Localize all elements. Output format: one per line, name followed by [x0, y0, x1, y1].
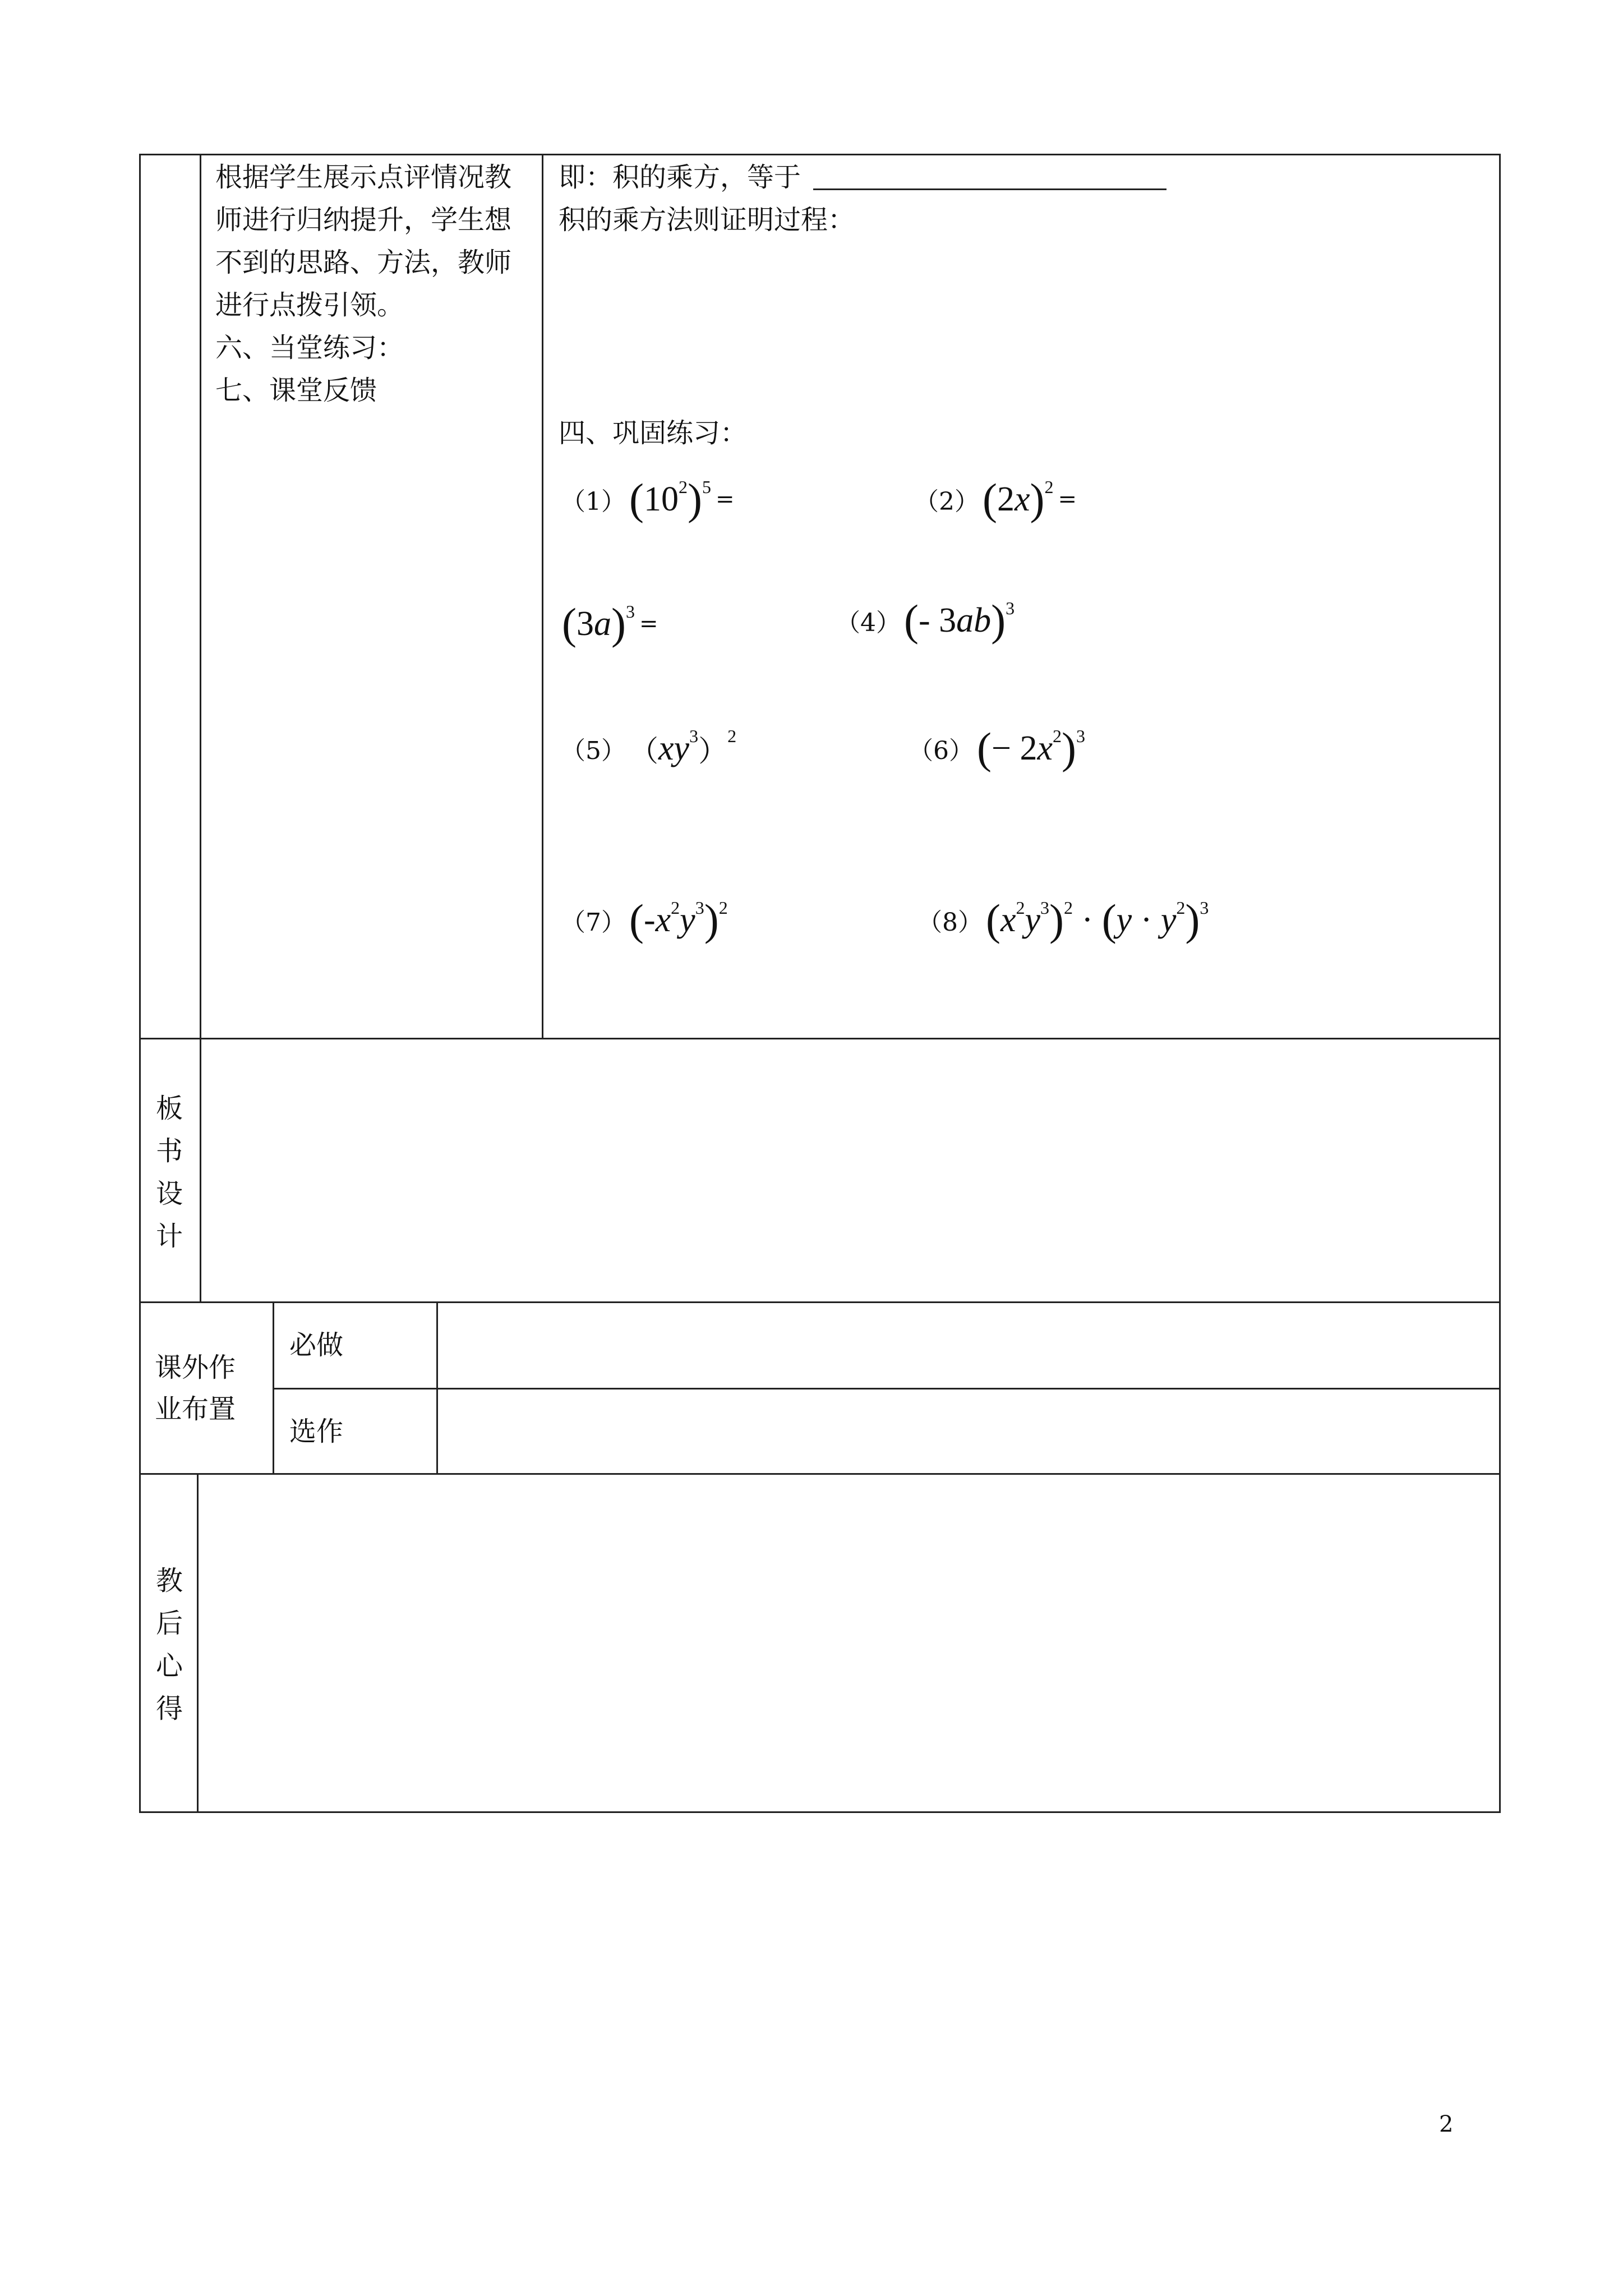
table-border-right [1499, 154, 1501, 1813]
board-design-label: 板 书 设 计 [155, 1093, 183, 1252]
exercise-2-expression: ( 2 x ) $^2$ [983, 475, 1054, 523]
exercise-3-expression: ( 3 a ) $^3$ [562, 599, 635, 648]
teacher-guide-line-2: 师进行归纳提升，学生想 [215, 204, 512, 236]
exercise-3-equals: = [639, 611, 658, 637]
table-border-bottom [139, 1811, 1501, 1813]
reflection-label: 教 后 心 得 [155, 1565, 183, 1724]
process-col-divider-1 [200, 154, 201, 1303]
teacher-guide-line-1: 根据学生展示点评情况教 [215, 162, 512, 193]
exercise-1 [561, 471, 734, 527]
exercise-6-expression: ( − 2 x $^2$ ) $^3$ [977, 724, 1085, 772]
exercise-3 [559, 596, 658, 652]
section-feedback: 七、课堂反馈 [215, 375, 377, 406]
consolidation-title: 四、巩固练习： [559, 417, 748, 449]
row-divider-process [139, 1038, 1501, 1039]
exercise-7-label: （7） [561, 908, 626, 937]
exercise-2-equals: = [1058, 486, 1077, 512]
table-border-left [139, 154, 141, 1813]
exercise-5 [561, 720, 736, 776]
product-power-rule-line: 即：积的乘方，等于 [559, 162, 801, 193]
row-divider-board [139, 1301, 1501, 1303]
teacher-guide-line-4: 进行点拨引领。 [215, 289, 404, 321]
exercise-1-equals: = [715, 486, 735, 512]
process-col-divider-2 [542, 154, 543, 1039]
fill-in-blank [813, 188, 1166, 190]
homework-label-line-1: 课外作 [155, 1352, 236, 1383]
exercise-1-label: （1） [561, 487, 626, 516]
exercise-1-expression: ( 10 $^2$ ) $^5$ [629, 475, 711, 523]
exercise-8-expression: ( x $^2$ y $^3$ ) $^2$ · ( y · y $^2$ ) $^3$ [986, 895, 1209, 944]
exercise-4-expression: ( - 3 ab ) $^3$ [904, 596, 1015, 645]
homework-row-divider [273, 1388, 1501, 1389]
teacher-guide-line-3: 不到的思路、方法，教师 [215, 247, 512, 278]
exercise-8-label: （8） [917, 908, 983, 937]
table-border-top [139, 154, 1501, 155]
reflection-col-divider [197, 1473, 199, 1813]
page-number: 2 [1439, 2111, 1454, 2137]
exercise-7 [561, 892, 728, 948]
section-practice: 六、当堂练习： [215, 332, 404, 364]
exercise-8 [917, 892, 1209, 948]
exercise-4 [836, 592, 1015, 648]
homework-label-line-2: 业布置 [155, 1393, 236, 1425]
exercise-7-expression: ( - x $^2$ y $^3$ ) $^2$ [629, 895, 728, 944]
exercise-2 [914, 471, 1077, 527]
exercise-5-expression: （ xy $^3$ ） $^2$ [629, 725, 737, 768]
exercise-6-label: （6） [909, 737, 974, 765]
homework-optional-label: 选作 [289, 1416, 344, 1447]
homework-required-label: 必做 [289, 1329, 344, 1361]
exercise-2-label: （2） [914, 487, 979, 516]
exercise-6 [909, 720, 1085, 776]
exercise-5-label: （5） [561, 737, 626, 765]
row-divider-homework [139, 1473, 1501, 1475]
proof-prompt: 积的乘方法则证明过程： [559, 204, 855, 236]
exercise-4-label: （4） [836, 609, 901, 637]
